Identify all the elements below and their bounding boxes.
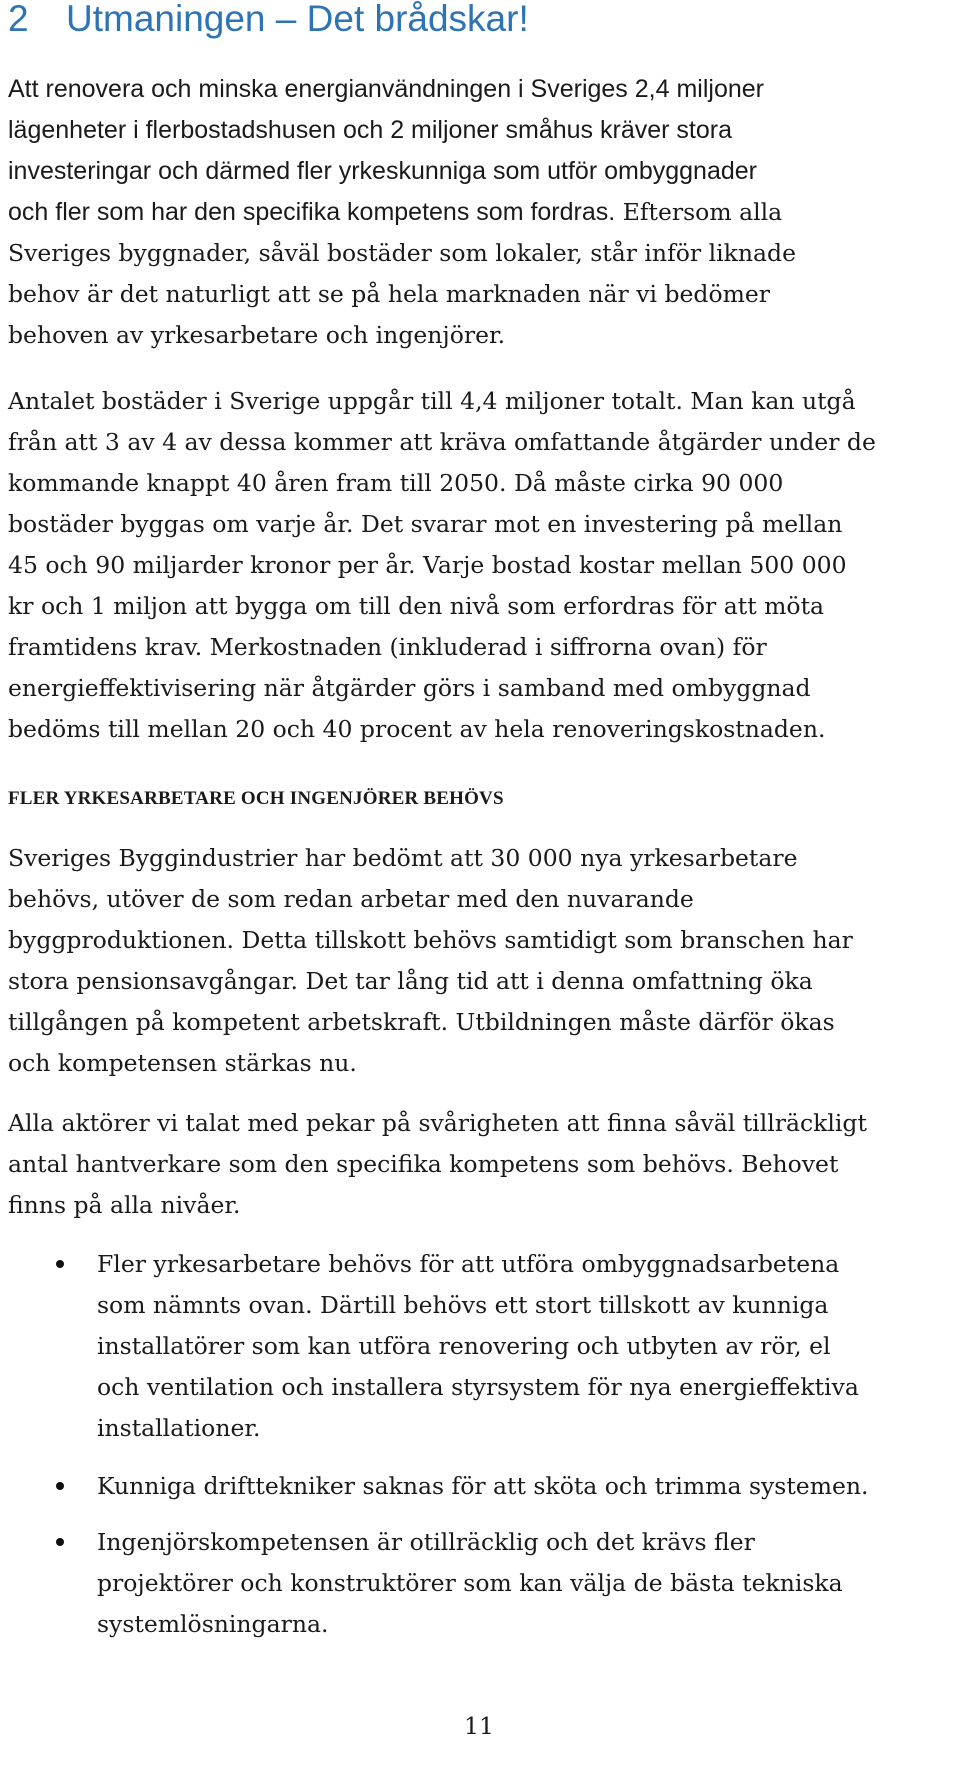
paragraph-line-mixed	[8, 192, 796, 233]
paragraph-line: Sveriges Byggindustrier har bedömt att 30 000 nya yrkesarbetare	[8, 844, 798, 872]
paragraph-line: tillgången på kompetent arbetskraft. Utbildningen måste därför ökas	[8, 1008, 835, 1036]
paragraph-line: kr och 1 miljon att bygga om till den nivå som erfordras för att möta	[8, 592, 825, 620]
bullet-icon	[56, 1538, 64, 1546]
list-item-text	[97, 1466, 868, 1507]
list-item-text	[97, 1244, 859, 1449]
bullet-icon	[56, 1260, 64, 1268]
paragraph-line: Att renovera och minska energianvändningen i Sveriges 2,4 miljoner	[8, 75, 764, 103]
paragraph-line: investeringar och därmed fler yrkeskunniga som utför ombyggnader	[8, 157, 757, 185]
paragraph-line: Alla aktörer vi talat med pekar på svårigheten att finna såväl tillräckligt	[8, 1109, 867, 1137]
list-item-line: installationer.	[97, 1414, 261, 1442]
paragraph-line: Antalet bostäder i Sverige uppgår till 4,4 miljoner totalt. Man kan utgå	[8, 387, 856, 415]
paragraph-line: Sveriges byggnader, såväl bostäder som lokaler, står inför liknade	[8, 239, 796, 267]
page-number: 11	[464, 1712, 494, 1740]
section-heading	[8, 0, 529, 40]
list-item-line: systemlösningarna.	[97, 1610, 329, 1638]
paragraph-line: byggproduktionen. Detta tillskott behövs samtidigt som branschen har	[8, 926, 853, 954]
list-item-line: som nämnts ovan. Därtill behövs ett stort tillskott av kunniga	[97, 1291, 829, 1319]
paragraph-line: från att 3 av 4 av dessa kommer att kräva omfattande åtgärder under de	[8, 428, 876, 456]
paragraph-line: framtidens krav. Merkostnaden (inkluderad i siffrorna ovan) för	[8, 633, 767, 661]
paragraph-line: bedöms till mellan 20 och 40 procent av hela renoveringskostnaden.	[8, 715, 826, 743]
list-item-line: och ventilation och installera styrsystem för nya energieffektiva	[97, 1373, 859, 1401]
list-item-line: projektörer och konstruktörer som kan välja de bästa tekniska	[97, 1569, 843, 1597]
paragraph-housing	[8, 381, 876, 750]
section-title: Utmaningen – Det brådskar!	[66, 0, 529, 39]
list-item-line: Ingenjörskompetensen är otillräcklig och det krävs fler	[97, 1528, 755, 1556]
paragraph-line: behov är det naturligt att se på hela marknaden när vi bedömer	[8, 280, 771, 308]
subheading: FLER YRKESARBETARE OCH INGENJÖRER BEHÖVS	[8, 788, 504, 809]
paragraph-workforce	[8, 838, 853, 1084]
paragraph-line: och kompetensen stärkas nu.	[8, 1049, 357, 1077]
paragraph-line: antal hantverkare som den specifika kompetens som behövs. Behovet	[8, 1150, 839, 1178]
paragraph-line: behoven av yrkesarbetare och ingenjörer.	[8, 321, 506, 349]
list-item-text	[97, 1522, 843, 1645]
paragraph-line: finns på alla nivåer.	[8, 1191, 241, 1219]
paragraph-line: bostäder byggas om varje år. Det svarar mot en investering på mellan	[8, 510, 843, 538]
paragraph-line: och fler som har den specifika kompetens som fordras.	[8, 198, 616, 226]
paragraph-actors	[8, 1103, 867, 1226]
list-item-line: Fler yrkesarbetare behövs för att utföra ombyggnadsarbetena	[97, 1250, 840, 1278]
section-number: 2	[8, 0, 29, 39]
paragraph-line: behövs, utöver de som redan arbetar med den nuvarande	[8, 885, 694, 913]
paragraph-renovation	[8, 69, 796, 356]
paragraph-line: lägenheter i flerbostadshusen och 2 miljoner småhus kräver stora	[8, 116, 732, 144]
list-item-line: installatörer som kan utföra renovering och utbyten av rör, el	[97, 1332, 831, 1360]
paragraph-line: stora pensionsavgångar. Det tar lång tid att i denna omfattning öka	[8, 967, 813, 995]
paragraph-line-tail: Eftersom alla	[615, 198, 783, 226]
paragraph-line: 45 och 90 miljarder kronor per år. Varje bostad kostar mellan 500 000	[8, 551, 847, 579]
paragraph-line: energieffektivisering när åtgärder görs i samband med ombyggnad	[8, 674, 811, 702]
list-item-line: Kunniga drifttekniker saknas för att sköta och trimma systemen.	[97, 1472, 869, 1500]
bullet-icon	[56, 1482, 64, 1490]
paragraph-line: kommande knappt 40 åren fram till 2050. Då måste cirka 90 000	[8, 469, 784, 497]
